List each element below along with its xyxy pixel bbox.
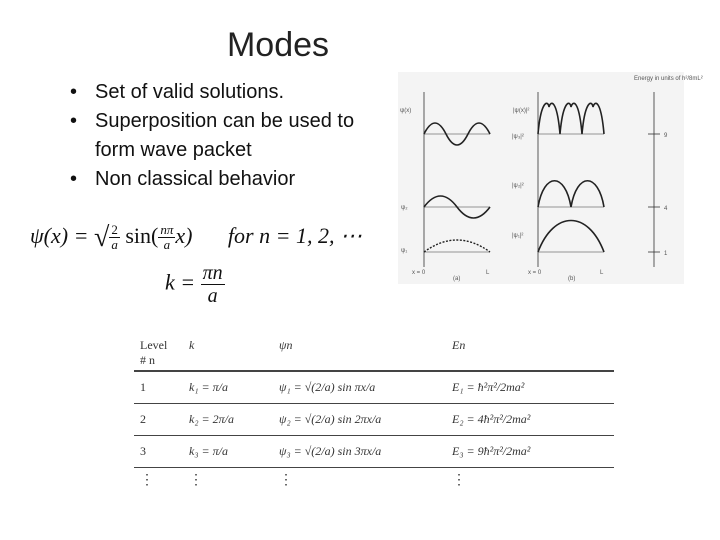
eq2-den: a [207, 285, 218, 307]
standing-wave-figure [398, 72, 703, 284]
header-psi: ψn [279, 338, 293, 352]
sqrt-symbol: √ [93, 222, 110, 253]
cell-level: 1 [140, 380, 146, 394]
table-row [134, 435, 614, 467]
fig-right-b: (b) [568, 276, 576, 282]
fig-energy-caption: Energy in units of h²/8mL² [634, 76, 703, 82]
fig-prob2-label: |ψ₂|² [512, 183, 524, 189]
cell-vdots: ⋮ [452, 473, 466, 488]
fig-energy-4: 4 [664, 206, 668, 212]
table-row [134, 467, 614, 499]
cell-energy: E₁ = ħ²π²/2ma² [452, 380, 525, 394]
wavefunction-equation [30, 222, 362, 254]
cell-vdots: ⋮ [189, 473, 203, 488]
bullet-list [70, 78, 395, 194]
bullet-item: • Superposition can be used to form wave packet [70, 107, 395, 165]
bullet-item: • Non classical behavior [70, 165, 395, 194]
fig-right-x0: x = 0 [528, 270, 542, 276]
slide-title: Modes [226, 26, 330, 64]
header-level-label: Level [140, 338, 168, 352]
fig-energy-1: 1 [664, 251, 668, 257]
fig-energy-9: 9 [664, 133, 668, 139]
wavenumber-equation [165, 262, 225, 307]
cell-energy: E₂ = 4ħ²π²/2ma² [452, 412, 531, 426]
cell-k: k₃ = π/a [189, 444, 228, 458]
eq1-fraction [109, 223, 120, 252]
bullet-item: • Set of valid solutions. [70, 78, 395, 107]
header-level [140, 338, 167, 368]
cell-k: k₂ = 2π/a [189, 412, 234, 426]
table-row [134, 403, 614, 435]
fig-prob3-label: |ψ₃|² [512, 134, 524, 140]
cell-level: 2 [140, 412, 146, 426]
table-header [134, 336, 614, 370]
fig-psi2-label: ψ₂ [401, 205, 408, 211]
cell-vdots: ⋮ [140, 473, 154, 488]
eq1-arg-num: nπ [160, 222, 174, 238]
fig-left-axis-label: ψ(x) [400, 108, 412, 114]
table-row [134, 371, 614, 403]
fig-left-a: (a) [453, 276, 461, 282]
header-k: k [189, 338, 195, 352]
fig-left-x0: x = 0 [412, 270, 426, 276]
fig-left-L: L [486, 270, 490, 276]
cell-psi: ψ₁ = √(2/a) sin πx/a [279, 380, 376, 394]
eq2-fraction [201, 262, 225, 307]
eq1-lhs: ψ(x) = [30, 223, 94, 248]
eq1-arg-den: a [163, 237, 171, 253]
eq1-frac-num: 2 [111, 222, 118, 238]
modes-table [134, 336, 614, 499]
header-level-sub: # n [140, 353, 155, 367]
eq1-close: x) [175, 223, 193, 248]
header-energy: En [452, 338, 466, 352]
standing-wave-svg [398, 72, 703, 284]
cell-level: 3 [140, 444, 146, 458]
eq1-frac-den: a [111, 237, 118, 253]
fig-right-L: L [600, 270, 604, 276]
fig-psi1-label: ψ₁ [401, 248, 408, 254]
eq1-sin: sin( [119, 223, 159, 248]
cell-k: k₁ = π/a [189, 380, 228, 394]
fig-prob1-label: |ψ₁|² [512, 233, 524, 239]
cell-energy: E₃ = 9ħ²π²/2ma² [452, 444, 531, 458]
eq2-lhs: k = [165, 269, 201, 295]
eq1-for-clause: for n = 1, 2, ⋯ [227, 223, 362, 248]
eq2-num: πn [202, 262, 223, 284]
cell-psi: ψ₂ = √(2/a) sin 2πx/a [279, 412, 382, 426]
eq1-arg-fraction [158, 223, 175, 252]
fig-right-axis-label: |ψ(x)|² [513, 108, 530, 114]
cell-vdots: ⋮ [279, 473, 293, 488]
cell-psi: ψ₃ = √(2/a) sin 3πx/a [279, 444, 382, 458]
